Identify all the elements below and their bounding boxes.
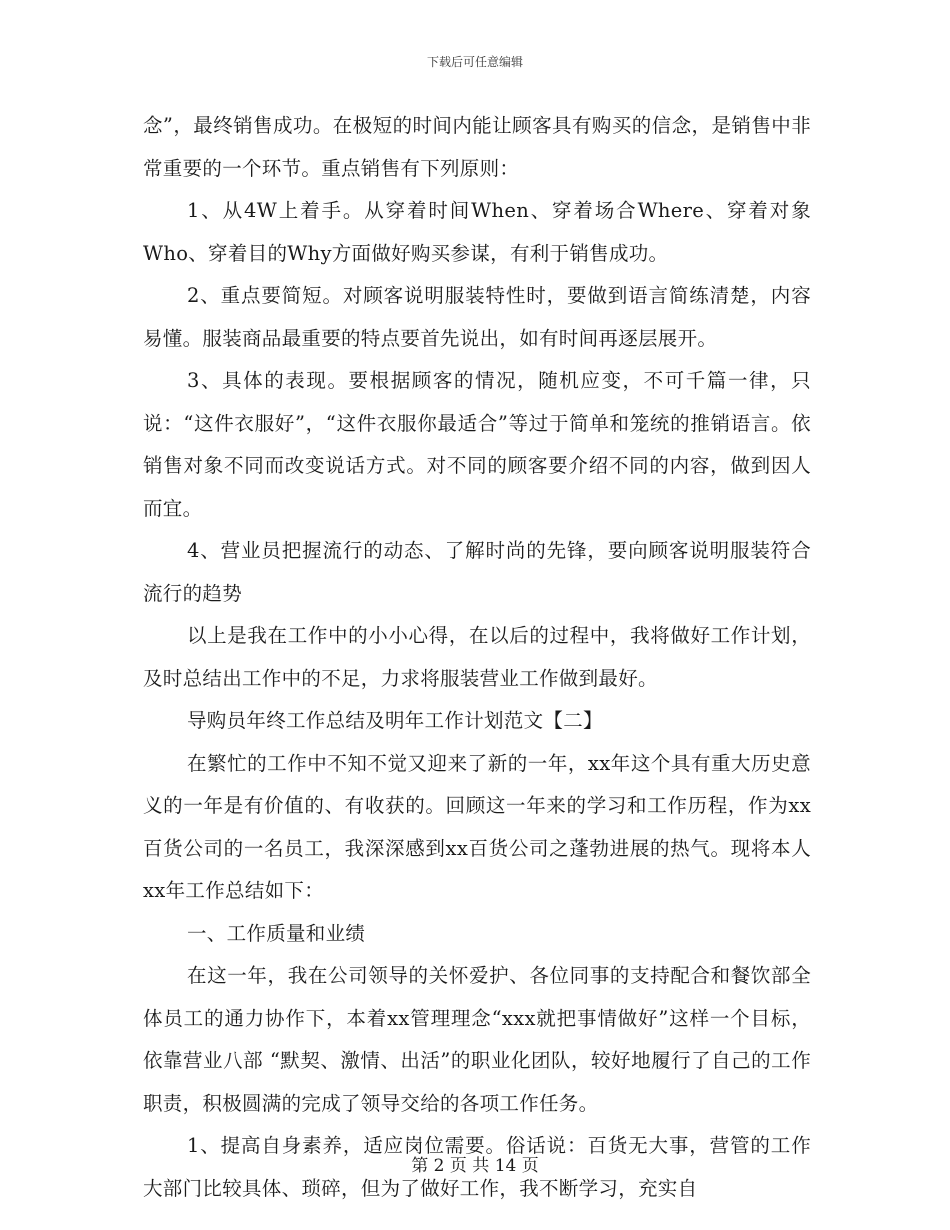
paragraph: 以上是我在工作中的小小心得，在以后的过程中，我将做好工作计划，及时总结出工作中的不足，力求将服装营业工作做到最好。 [143,624,811,690]
paragraph: 在繁忙的工作中不知不觉又迎来了新的一年，xx年这个具有重大历史意义的一年是有价值的、有收获的。回顾这一年来的学习和工作历程，作为xx百货公司的一名员工，我深深感到xx百货公司之蓬勃进展的热气。现将本人xx年工作总结如下： [143,751,811,902]
section-heading: 导购员年终工作总结及明年工作计划范文【二】 [187,709,603,732]
section-heading: 一、工作质量和业绩 [187,921,366,945]
paragraph: 1、提高自身素养，适应岗位需要。俗话说：百货无大事，营管的工作大部门比较具体、琐碎，但为了做好工作，我不断学习，充实自 [143,1134,811,1200]
paragraph: 念”，最终销售成功。在极短的时间内能让顾客具有购买的信念，是销售中非常重要的一个环节。重点销售有下列原则： [143,114,811,180]
page-number: 第 2 页 共 14 页 [411,1156,539,1176]
page-header: 下载后可任意编辑 [426,55,523,69]
paragraph: 1、从4W上着手。从穿着时间When、穿着场合Where、穿着对象Who、穿着目的Why方面做好购买参谋，有利于销售成功。 [143,199,811,265]
paragraph: 在这一年，我在公司领导的关怀爱护、各位同事的支持配合和餐饮部全体员工的通力协作下，本着xx管理理念“xxx就把事情做好”这样一个目标，依靠营业八部 “默契、激情、出活”的职业化团队，较好地履行了自己的工作职责，积极圆满的完成了领导交给的各项工作任务。 [143,964,811,1115]
document-body [143,105,811,1210]
paragraph: 3、具体的表现。要根据顾客的情况，随机应变，不可千篇一律，只说：“这件衣服好”，“这件衣服你最适合”等过于简单和笼统的推销语言。依销售对象不同而改变说话方式。对不同的顾客要介绍不同的内容，做到因人而宜。 [143,369,811,520]
paragraph: 2、重点要简短。对顾客说明服装特性时，要做到语言简练清楚，内容易懂。服装商品最重要的特点要首先说出，如有时间再逐层展开。 [143,284,811,350]
paragraph: 4、营业员把握流行的动态、了解时尚的先锋，要向顾客说明服装符合流行的趋势 [143,539,811,605]
